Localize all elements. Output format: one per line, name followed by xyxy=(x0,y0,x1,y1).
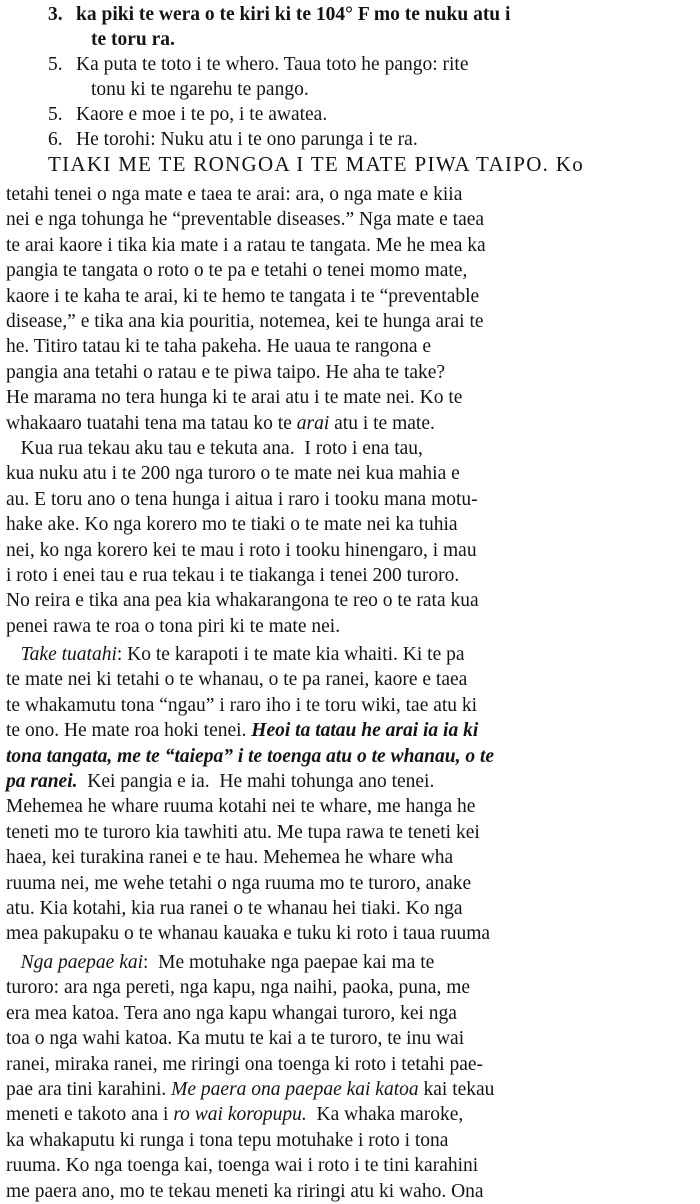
text-line: te mate nei ki tetahi o te whanau, o te pa ranei, kaore e taea xyxy=(6,669,468,691)
text-run: kai tekau xyxy=(418,1078,495,1100)
text-line: au. E toru ano o tena hunga i aitua i raro i tooku mana motu- xyxy=(6,488,478,510)
text-run: atu i te mate. xyxy=(329,412,435,434)
text-line: tetahi tenei o nga mate e taea te arai: ara, o nga mate e kiia xyxy=(6,184,463,205)
text-line: turoro: ara nga pereti, nga kapu, nga naihi, paoka, puna, me xyxy=(6,977,471,999)
text-line: ka whakaputu ki runga i tona tepu motuhake i roto i tona xyxy=(6,1129,449,1151)
item-number: 5. xyxy=(48,104,63,125)
text-line: hake ake. Ko nga korero mo te tiaki o te mate nei ka tuhia xyxy=(6,514,458,536)
text-run: : Ko te karapoti i te mate kia whaiti. Ki te pa xyxy=(116,644,465,665)
text-line xyxy=(6,1102,700,1127)
section-heading xyxy=(48,152,584,177)
text-line: nei e nga tohunga he “preventable diseases.” Nga mate e taea xyxy=(6,209,485,231)
text-line: Mehemea he whare ruuma kotahi nei te whare, me hanga he xyxy=(6,796,476,818)
text-line: era mea katoa. Tera ano nga kapu whangai turoro, kei nga xyxy=(6,1002,457,1024)
text-line: atu. Kia kotahi, kia rua ranei o te whanau hei tiaki. Ko nga xyxy=(6,897,463,919)
text-line: pangia ana tetahi o ratau e te piwa taipo. He aha te take? xyxy=(6,361,446,383)
text-line xyxy=(6,642,700,667)
text-run: te ono. He mate roa hoki tenei. xyxy=(6,720,247,742)
text-line xyxy=(6,769,700,794)
italic-run: Nga paepae kai xyxy=(20,952,144,973)
text-line: pangia te tangata o roto o te pa e tetahi o tenei momo mate, xyxy=(6,260,468,282)
item-text: Ka puta te toto i te whero. Taua toto he pango: rite xyxy=(76,54,469,75)
item-text: He torohi: Nuku atu i te ono parunga i te ra. xyxy=(76,129,418,150)
text-line: haea, kei turakina ranei e te hau. Mehemea he whare wha xyxy=(6,847,454,869)
text-run: pae ara tini karahini. xyxy=(6,1078,167,1100)
item-number: 6. xyxy=(48,129,63,150)
item-text: Kaore e moe i te po, i te awatea. xyxy=(76,104,328,125)
text-line xyxy=(6,950,700,975)
text-line: nei, ko nga korero kei te mau i roto i tooku hinengaro, i mau xyxy=(6,539,477,561)
text-line: i roto i enei tau e rua tekau i te tiakanga i tenei 200 turoro. xyxy=(6,564,460,586)
item-number: 5. xyxy=(48,54,63,75)
text-line: kaore i te kaha te arai, ki te hemo te tangata i te “preventable xyxy=(6,285,480,307)
text-line: ruuma nei, me wehe tetahi o nga ruuma mo te turoro, anake xyxy=(6,872,472,894)
text-line: teneti mo te turoro kia tawhiti atu. Me tupa rawa te teneti kei xyxy=(6,821,480,843)
text-line: Kua rua tekau aku tau e tekuta ana. I roto i ena tau, xyxy=(6,438,423,459)
item-text: ka piki te wera o te kiri ki te 104° F mo te nuku atu i xyxy=(76,4,511,25)
text-line: No reira e tika ana pea kia whakarangona te reo o te rata kua xyxy=(6,590,479,612)
paragraph-3 xyxy=(6,642,700,947)
paragraph-4 xyxy=(6,950,700,1204)
paragraph-2 xyxy=(6,436,700,639)
italic-run: Heoi ta tatau he arai ia ia ki xyxy=(251,720,479,742)
text-line: te arai kaore i tika kia mate i a ratau te tangata. Me he mea ka xyxy=(6,234,486,256)
text-line: he. Titiro tatau ki te taha pakeha. He uaua te rangona e xyxy=(6,336,432,358)
text-run: whakaaro tuatahi tena ma tatau ko te xyxy=(6,412,297,434)
text-line: toa o nga wahi katoa. Ka mutu te kai a te turoro, te inu wai xyxy=(6,1028,465,1050)
item-text-cont: tonu ki te ngarehu te pango. xyxy=(91,79,309,100)
item-text-cont: te toru ra. xyxy=(91,29,175,50)
text-line: penei rawa te roa o tona piri ki te mate nei. xyxy=(6,615,341,637)
text-line xyxy=(6,411,700,436)
text-run: meneti e takoto ana i xyxy=(6,1104,174,1126)
italic-run: Take tuatahi xyxy=(20,644,117,665)
text-line: ruuma. Ko nga toenga kai, toenga wai i roto i te tini karahini xyxy=(6,1155,479,1177)
text-line: kua nuku atu i te 200 nga turoro o te mate nei kua mahia e xyxy=(6,463,460,485)
item-number: 3. xyxy=(48,4,63,25)
text-line: ranei, miraka ranei, me riringi ona toenga ki roto i tetahi pae- xyxy=(6,1053,484,1075)
heading-tail: Ko xyxy=(555,152,585,176)
text-line: He marama no tera hunga ki te arai atu i te mate nei. Ko te xyxy=(6,387,463,409)
italic-run: pa ranei. xyxy=(6,770,78,792)
paragraph-1 xyxy=(6,182,700,436)
text-line: me paera ano, mo te tekau meneti ka riringi atu ki waho. Ona xyxy=(6,1180,484,1202)
text-line xyxy=(6,718,700,743)
italic-run: ro wai koropupu. xyxy=(173,1104,307,1126)
text-line: mea pakupaku o te whanau kauaka e tuku ki roto i taua ruuma xyxy=(6,923,491,945)
text-run: Ka whaka maroke, xyxy=(306,1104,464,1126)
text-line: te whakamutu tona “ngau” i raro iho i te toru wiki, tae atu ki xyxy=(6,694,478,716)
heading-caps: TIAKI ME TE RONGOA I TE MATE PIWA TAIPO. xyxy=(48,152,550,176)
text-line: tona tangata, me te “taiepa” i te toenga atu o te whanau, o te xyxy=(6,745,495,767)
text-run: : Me motuhake nga paepae kai ma te xyxy=(143,952,435,973)
italic-run: arai xyxy=(296,412,330,434)
text-run: Kei pangia e ia. He mahi tohunga ano tenei. xyxy=(77,770,435,792)
text-line: disease,” e tika ana kia pouritia, notemea, kei te hunga arai te xyxy=(6,310,484,332)
text-line xyxy=(6,1077,700,1102)
italic-run: Me paera ona paepae kai katoa xyxy=(171,1078,419,1100)
